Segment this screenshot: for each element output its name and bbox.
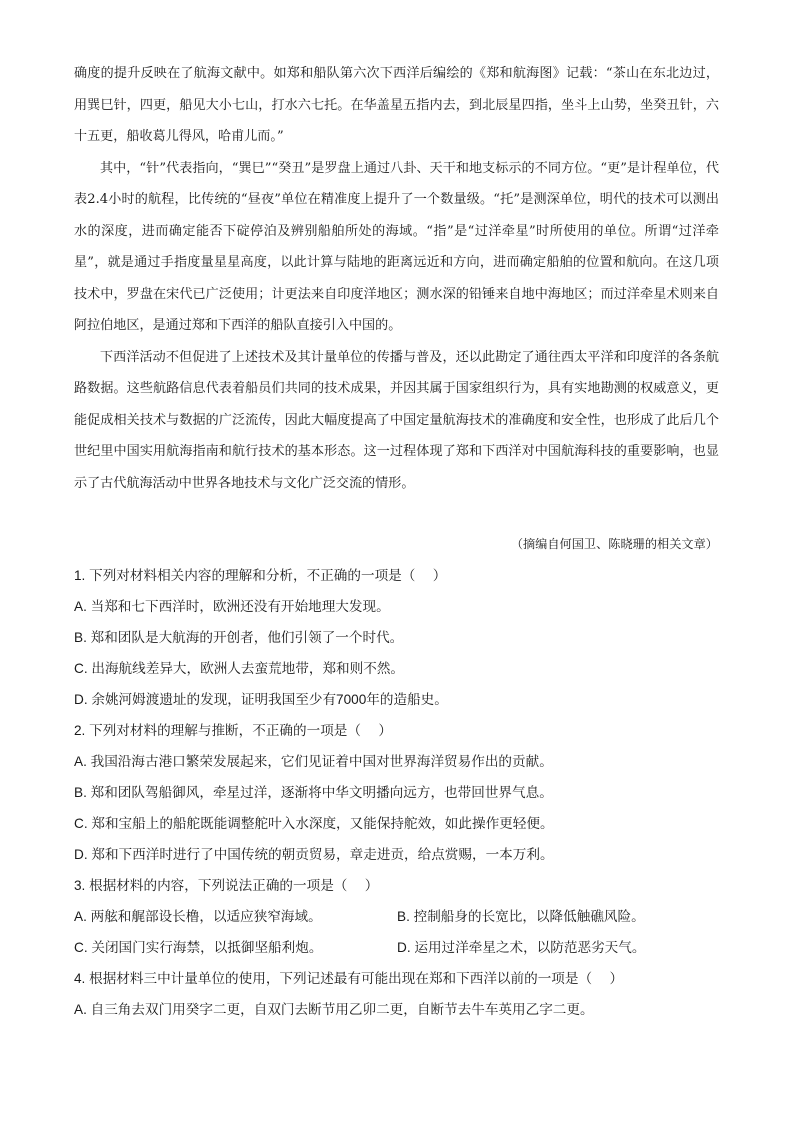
passage-paragraph-2: 其中，“针”代表指向，“巽巳”“癸丑”是罗盘上通过八卦、天干和地支标示的不同方位。“更”是计程单位，代表2.4小时的航程，比传统的“昼夜”单位在精准度上提升了一个数量级。“托”是测深单位，明代的技术可以测出水的深度，进而确定能否下碇停泊及辨别船舶所处的海域。“指”是“过洋牵星”时所使用的单位。所谓“过洋牵星”，就是通过手指度量星星高度，以此计算与陆地的距离远近和方向，进而确定船舶的位置和航向。在这几项技术中，罗盘在宋代已广泛使用；计更法来自印度洋地区；测水深的铅锤来自地中海地区；而过洋牵星术则来自阿拉伯地区，是通过郑和下西洋的船队直接引入中国的。	[74, 160, 719, 333]
question-3-stem: 3. 根据材料的内容，下列说法正确的一项是（ ）	[74, 878, 379, 893]
question-4-stem: 4. 根据材料三中计量单位的使用，下列记述最有可能出现在郑和下西洋以前的一项是（ ）	[74, 971, 624, 986]
question-2-option-b: B. 郑和团队驾船御风，牵星过洋，逐渐将中华文明播向远方，也带回世界气息。	[74, 785, 553, 800]
question-4-option-a: A. 自三角去双门用癸字二更，自双门去断节用乙卯二更，自断节去牛车英用乙字二更。	[74, 1002, 594, 1017]
question-2-option-d: D. 郑和下西洋时进行了中国传统的朝贡贸易，章走进贡，给点赏赐，一本万利。	[74, 847, 554, 862]
question-3-option-c: C. 关闭国门实行海禁，以抵御坚船利炮。	[74, 940, 323, 955]
passage-paragraph-3: 下西洋活动不但促进了上述技术及其计量单位的传播与普及，还以此勘定了通往西太平洋和印度洋的各条航路数据。这些航路信息代表着船员们共同的技术成果，并因其属于国家组织行为，具有实地勘测的权威意义，更能促成相关技术与数据的广泛流传，因此大幅度提高了中国定量航海技术的准确度和安全性，也形成了此后几个世纪里中国实用航海指南和航行技术的基本形态。这一过程体现了郑和下西洋对中国航海科技的重要影响，也显示了古代航海活动中世界各地技术与文化广泛交流的情形。	[74, 349, 719, 491]
question-3-option-b: B. 控制船身的长宽比，以降低触礁风险。	[397, 909, 645, 924]
question-2-option-c: C. 郑和宝船上的船舵既能调整舵叶入水深度，又能保持舵效，如此操作更轻便。	[74, 816, 554, 831]
question-3-option-a: A. 两舷和艉部设长橹，以适应狭窄海域。	[74, 909, 322, 924]
question-1-option-a: A. 当郑和七下西洋时，欧洲还没有开始地理大发现。	[74, 599, 390, 614]
question-2-option-a: A. 我国沿海古港口繁荣发展起来，它们见证着中国对世界海洋贸易作出的贡献。	[74, 754, 553, 769]
reading-passage	[74, 58, 719, 499]
question-1-stem: 1. 下列对材料相关内容的理解和分析，不正确的一项是（ ）	[74, 568, 447, 583]
question-1-option-d: D. 余姚河姆渡遗址的发现，证明我国至少有7000年的造船史。	[74, 692, 448, 707]
question-2-stem: 2. 下列对材料的理解与推断，不正确的一项是（ ）	[74, 723, 392, 738]
question-3-option-d: D. 运用过洋牵星之术，以防范恶劣天气。	[397, 940, 646, 955]
passage-paragraph-1: 确度的提升反映在了航海文献中。如郑和船队第六次下西洋后编绘的《郑和航海图》记载：“茶山在东北边过，用巽巳针，四更，船见大小七山，打水六七托。在华盖星五指内去，到北辰星四指，坐斗上山势，坐癸丑针，六十五更，船收葛儿得风，哈甫儿而。”	[74, 66, 719, 144]
question-1-option-c: C. 出海航线差异大，欧洲人去蛮荒地带，郑和则不然。	[74, 661, 405, 676]
question-1-option-b: B. 郑和团队是大航海的开创者，他们引领了一个时代。	[74, 630, 404, 645]
passage-source: （摘编自何国卫、陈晓珊的相关文章）	[510, 537, 718, 551]
